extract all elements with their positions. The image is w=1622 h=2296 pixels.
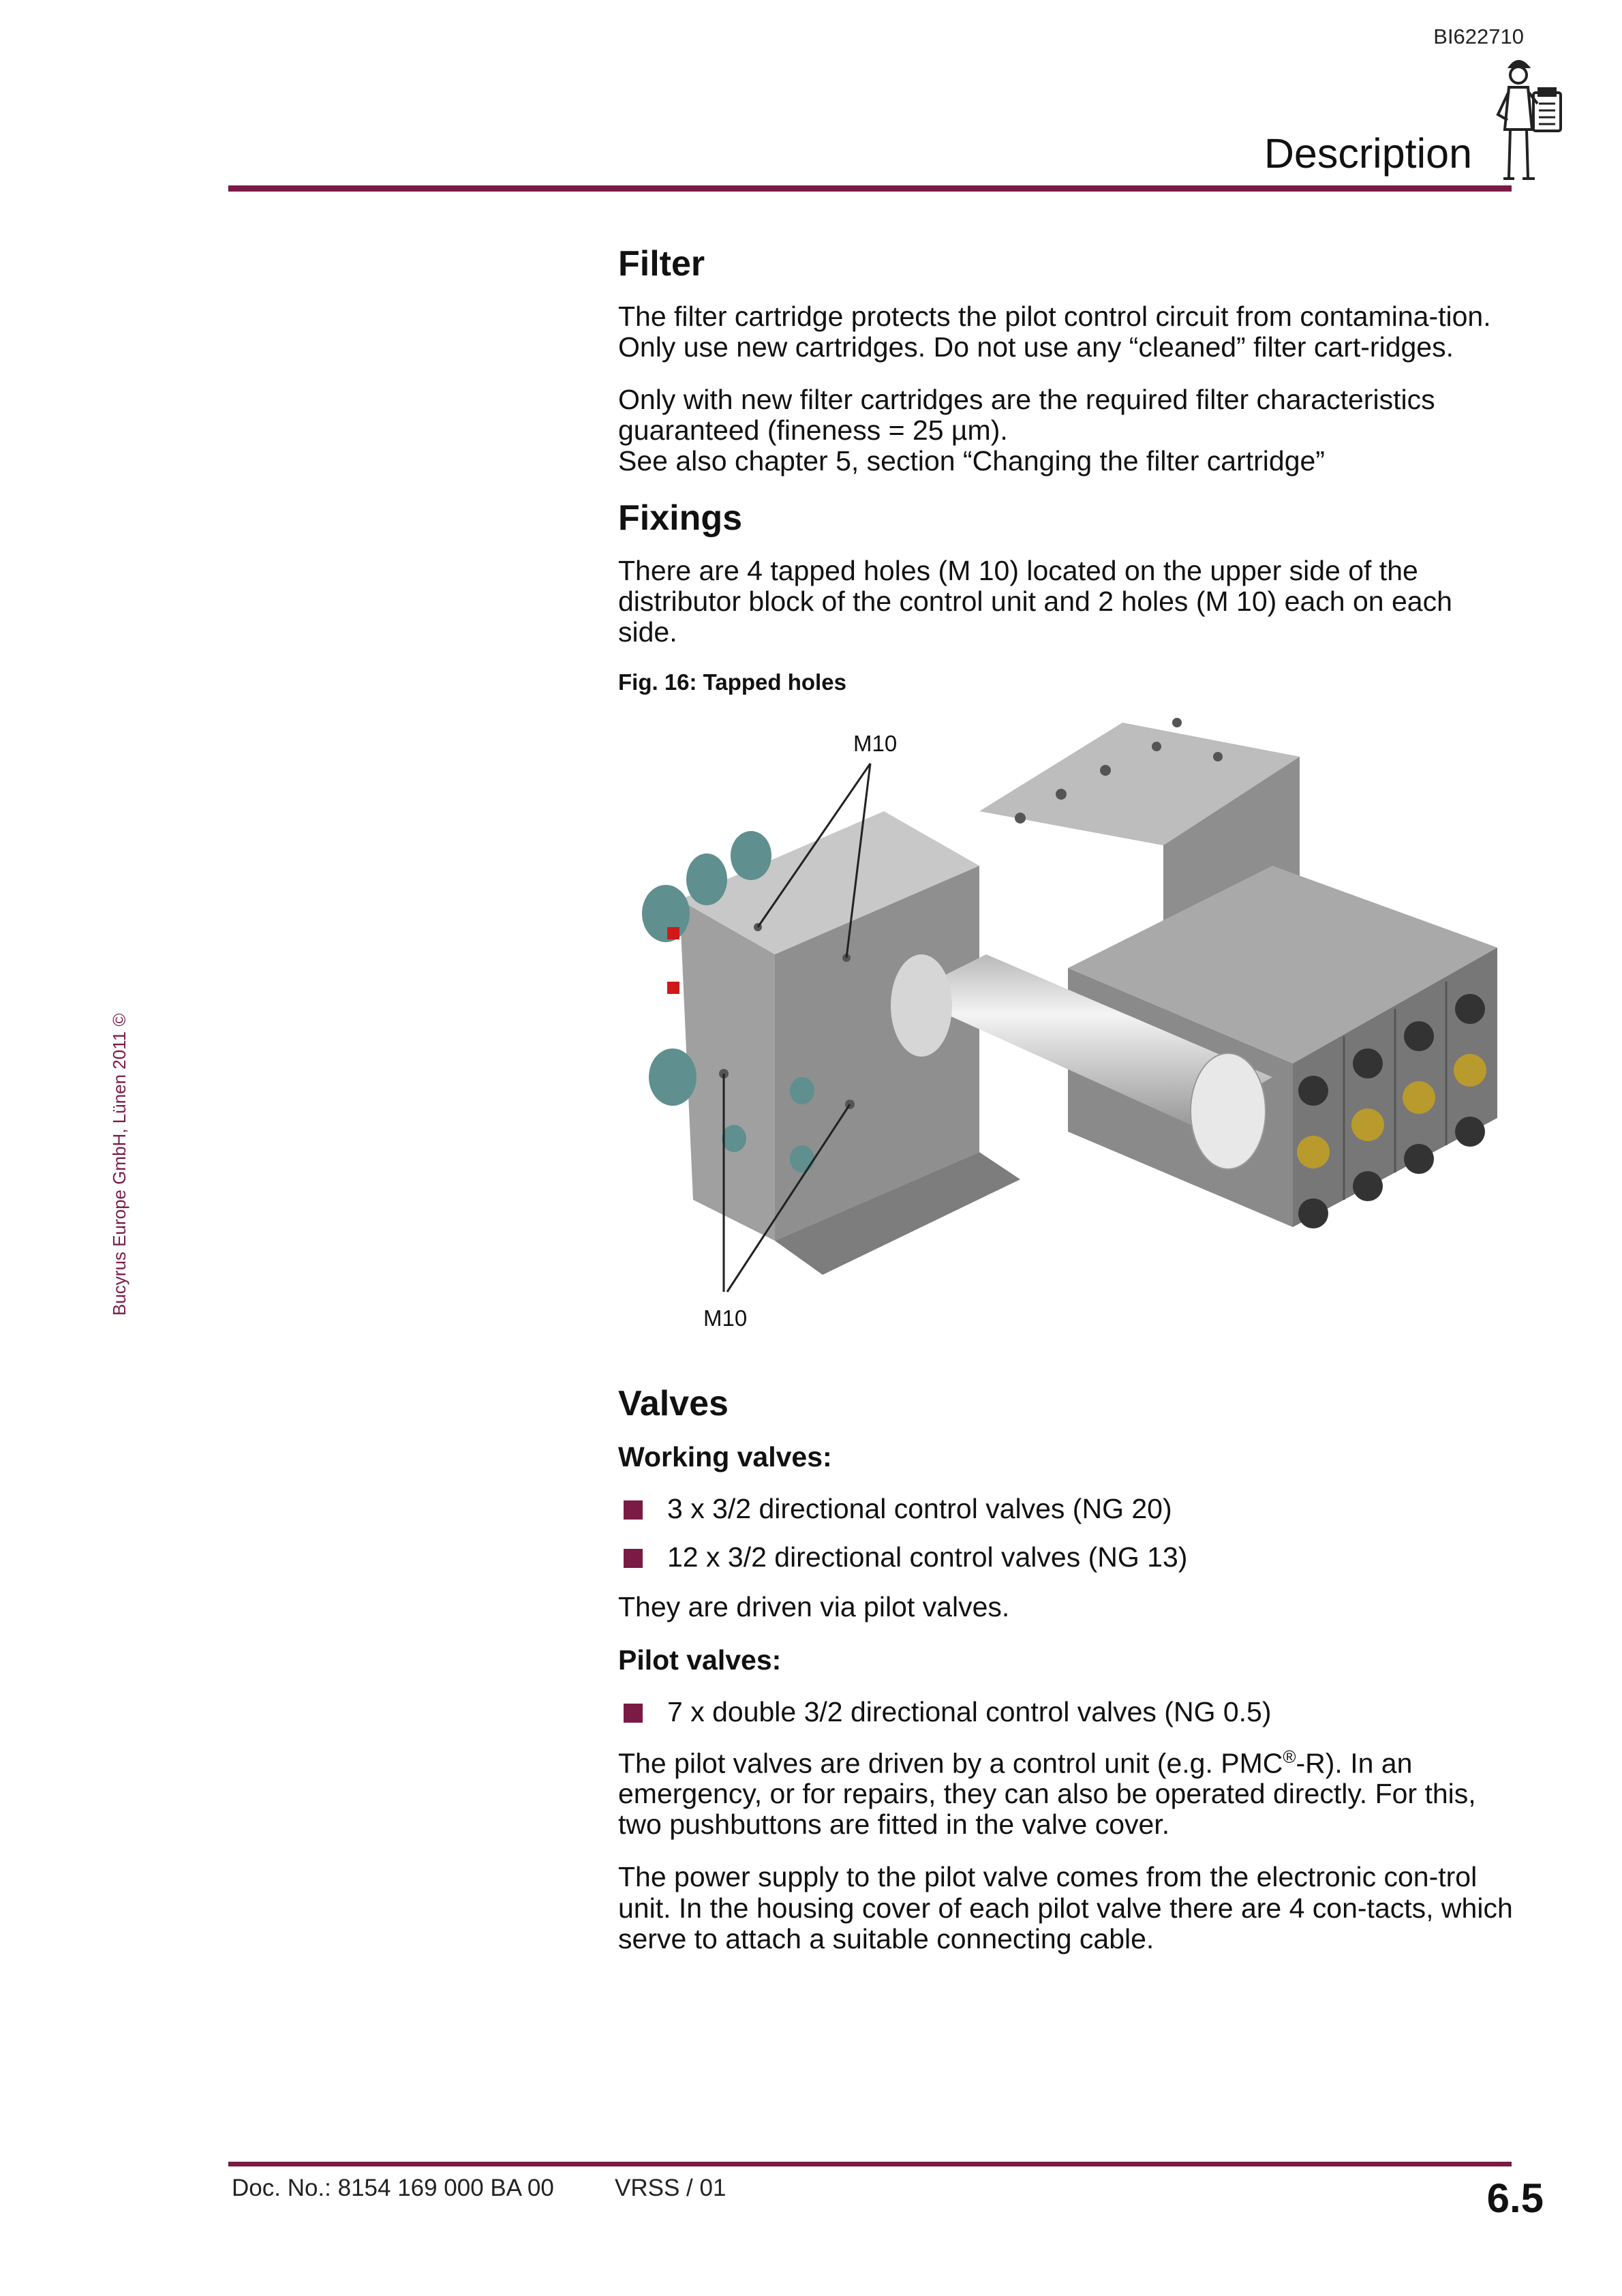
driven-text: They are driven via pilot valves. [618, 1591, 1010, 1623]
pilot-paragraph-1b: -R). In an emergency, or for repairs, they can also be operated directly. For this, two pushbuttons are fitted in the valve cover. [618, 1747, 1476, 1841]
pilot-paragraph-2: The power supply to the pilot valve comes from the electronic con-trol unit. In the housing cover of each pilot valve there are 4 con-tacts, which serve to attach a suitable connecting cable. [618, 1861, 1513, 1954]
filter-paragraph-2b: See also chapter 5, section “Changing the filter cartridge” [618, 445, 1325, 477]
label-m10-top: M10 [853, 731, 898, 757]
registered-mark: ® [1283, 1746, 1296, 1767]
document-id: BI622710 [1433, 25, 1524, 48]
list-item-text: 3 x 3/2 directional control valves (NG 20) [667, 1493, 1172, 1525]
valve-block-illustration [618, 709, 1518, 1363]
label-m10-bottom: M10 [703, 1305, 748, 1331]
fixings-paragraph: There are 4 tapped holes (M 10) located on the upper side of the distributor block of the control unit and 2 holes (M 10) each on each side. [618, 555, 1452, 648]
header-rule [228, 185, 1512, 192]
technician-with-clipboard-icon [1484, 55, 1566, 184]
bullet-icon [624, 1500, 643, 1520]
fixings-heading: Fixings [618, 498, 743, 539]
pilot-valves-list [618, 1697, 1518, 1727]
working-valves-list [618, 1494, 1518, 1573]
page-title: Description [1264, 130, 1472, 177]
list-item [618, 1494, 1518, 1524]
main-content [618, 244, 1518, 1976]
list-item [618, 1697, 1518, 1727]
pilot-paragraph-1 [618, 1747, 1518, 1841]
bullet-icon [624, 1704, 643, 1723]
filter-paragraph-2 [618, 384, 1518, 477]
list-item-text: 12 x 3/2 directional control valves (NG 13) [667, 1541, 1188, 1573]
footer-rule [228, 2162, 1512, 2166]
list-item-text: 7 x double 3/2 directional control valves (NG 0.5) [667, 1696, 1272, 1728]
pilot-paragraph-1a: The pilot valves are driven by a control unit (e.g. PMC [618, 1747, 1283, 1779]
filter-paragraph-2a: Only with new filter cartridges are the required filter characteristics guaranteed (fineness = 25 µm). [618, 383, 1435, 447]
figure-caption: Fig. 16: Tapped holes [618, 669, 846, 695]
filter-paragraph-1: The filter cartridge protects the pilot control circuit from contamina-tion. Only use new cartridges. Do not use any “cleaned” filter cart-ridges. [618, 300, 1491, 363]
list-item [618, 1542, 1518, 1573]
page-number: 6.5 [1486, 2175, 1544, 2221]
valves-heading: Valves [618, 1384, 729, 1424]
pilot-valves-heading: Pilot valves: [618, 1644, 782, 1676]
footer-document-number: Doc. No.: 8154 169 000 BA 00 [232, 2175, 554, 2201]
copyright-text: Bucyrus Europe GmbH, Lünen 2011 © [109, 1013, 129, 1316]
bullet-icon [624, 1549, 643, 1568]
footer-version: VRSS / 01 [615, 2175, 726, 2201]
filter-heading: Filter [618, 244, 705, 284]
working-valves-heading: Working valves: [618, 1441, 832, 1473]
